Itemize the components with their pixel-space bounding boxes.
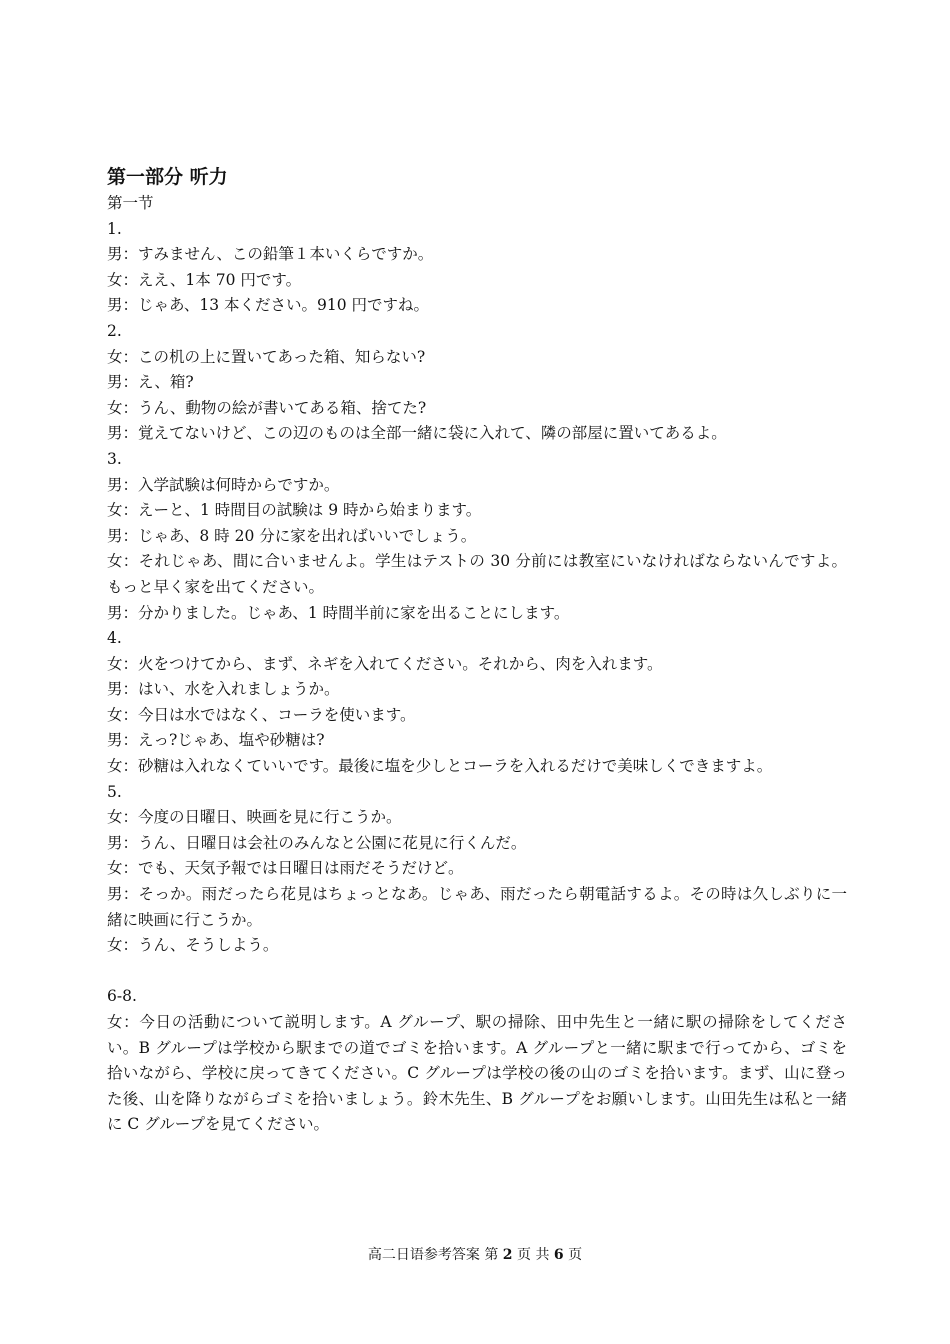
- document-body: [107, 163, 847, 1138]
- dialogue-line: 男：え、箱?: [107, 373, 194, 392]
- dialogue-line: 女：うん、そうしよう。: [107, 936, 279, 955]
- dialogue-line: 女：でも、天気予報では日曜日は雨だそうだけど。: [107, 859, 464, 878]
- dialogue-line: 女：砂糖は入れなくていいです。最後に塩を少しとコーラを入れるだけで美味しくできますよ。: [107, 757, 773, 776]
- dialogue-line: 男：はい、水を入れましょうか。: [107, 680, 340, 699]
- dialogue-line: 男：うん、日曜日は会社のみんなと公園に花見に行くんだ。: [107, 833, 527, 852]
- dialogue-line: 女：この机の上に置いてあった箱、知らない?: [107, 347, 426, 366]
- dialogue-line: 女：今度の日曜日、映画を見に行こうか。: [107, 808, 402, 827]
- dialogue-line: 女：ええ、1本 70 円です。: [107, 270, 302, 289]
- footer-page-number: 2: [502, 1247, 513, 1263]
- dialogue-line: 男：えっ?じゃあ、塩や砂糖は?: [107, 731, 325, 750]
- dialogue-line: 男：じゃあ、13 本ください。910 円ですね。: [107, 296, 430, 315]
- dialogue-line: 男：じゃあ、8 時 20 分に家を出ればいいでしょう。: [107, 526, 477, 545]
- footer-prefix: 高二日语参考答案 第: [367, 1247, 499, 1263]
- dialogue-line: 女：うん、動物の絵が書いてある箱、捨てた?: [107, 398, 427, 417]
- section-title: 第一部分 听力: [107, 166, 228, 188]
- footer-suffix: 页: [568, 1247, 583, 1263]
- spacer: [107, 959, 847, 985]
- question-number: 5.: [107, 782, 122, 801]
- dialogue-line: 男：覚えてないけど、この辺のものは全部一緒に袋に入れて、隣の部屋に置いてあるよ。: [107, 424, 727, 443]
- dialogue-line: 女：それじゃあ、間に合いませんよ。学生はテストの 30 分前には教室にいなければならないんですよ。もっと早く家を出てください。: [107, 552, 847, 596]
- page-footer: [0, 1245, 950, 1265]
- dialogue-line: 女：火をつけてから、まず、ネギを入れてください。それから、肉を入れます。: [107, 654, 663, 673]
- subsection-title: 第一节: [107, 194, 154, 212]
- dialogue-line: 男：分かりました。じゃあ、1 時間半前に家を出ることにします。: [107, 603, 570, 622]
- question-number: 1.: [107, 219, 122, 238]
- question-number: 3.: [107, 449, 122, 468]
- monologue-paragraph: 女：今日の活動について説明します。A グループ、駅の掃除、田中先生と一緒に駅の掃除をしてください。B グループは学校から駅までの道でゴミを拾います。A グループと一緒に駅まで行ってから、ゴミを拾いながら、学校に戻ってきてください。C グループは学校の後の山のゴミを拾います。まず、山に登った後、山を降りながらゴミを拾いましょう。鈴木先生、B グループをお願いします。山田先生は私と一緒に C グループを見てください。: [107, 1013, 847, 1134]
- dialogue-line: 男：入学試験は何時からですか。: [107, 475, 340, 494]
- dialogue-line: 女：今日は水ではなく、コーラを使います。: [107, 705, 416, 724]
- footer-middle: 页 共: [517, 1247, 550, 1263]
- question-number: 4.: [107, 629, 122, 648]
- dialogue-line: 女：えーと、1 時間目の試験は 9 時から始まります。: [107, 501, 482, 520]
- question-number: 2.: [107, 321, 122, 340]
- question-number: 6-8.: [107, 987, 137, 1006]
- dialogue-line: 男：すみません、この鉛筆１本いくらですか。: [107, 245, 434, 264]
- dialogue-line: 男：そっか。雨だったら花見はちょっとなあ。じゃあ、雨だったら朝電話するよ。その時は久しぶりに一緒に映画に行こうか。: [107, 885, 847, 929]
- footer-total-pages: 6: [553, 1247, 564, 1263]
